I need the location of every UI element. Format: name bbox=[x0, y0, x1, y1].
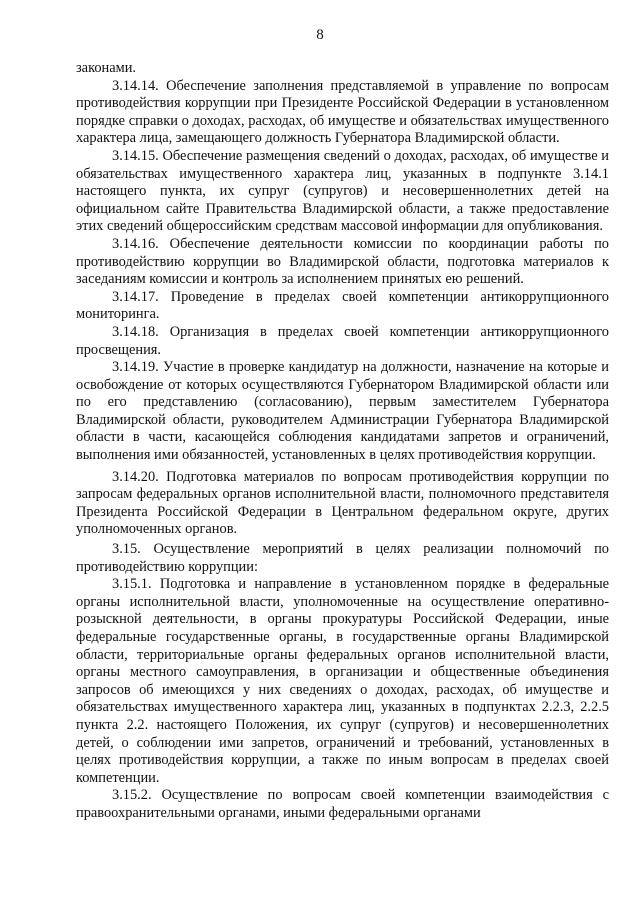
paragraph-3-14-14: 3.14.14. Обеспечение заполнения представляемой в управление по вопросам противодействия коррупции при Президенте Российской Федерации в установленном порядке справки о доходах, расходах, об имуществе и обязательствах имущественного характера лица, замещающего должность Губернатора Владимирской области. bbox=[76, 77, 609, 147]
paragraph-3-14-18: 3.14.18. Организация в пределах своей компетенции антикоррупционного просвещения. bbox=[76, 323, 609, 358]
paragraph-3-14-20: 3.14.20. Подготовка материалов по вопросам противодействия коррупции по запросам федеральных органов исполнительной власти, полномочного представителя Президента Российской Федерации в Центральном федеральном округе, других уполномоченных органов. bbox=[76, 468, 609, 538]
paragraph-3-14-17: 3.14.17. Проведение в пределах своей компетенции антикоррупционного мониторинга. bbox=[76, 288, 609, 323]
paragraph-3-15: 3.15. Осуществление мероприятий в целях реализации полномочий по противодействию коррупции: bbox=[76, 541, 609, 575]
paragraph-3-14-15: 3.14.15. Обеспечение размещения сведений о доходах, расходах, об имуществе и обязательствах имущественного характера лиц, указанных в подпункте 3.14.1 настоящего пункта, их супруг (супругов) и несовершеннолетних детей на официальном сайте Правительства Владимирской области, а также предоставление этих сведений общероссийским средствам массовой информации для опубликования. bbox=[76, 147, 609, 235]
document-body bbox=[76, 60, 609, 823]
page-number: 8 bbox=[316, 27, 324, 43]
paragraph-3-15-2: 3.15.2. Осуществление по вопросам своей компетенции взаимодействия с правоохранительными органами, иными федеральными органами bbox=[76, 787, 609, 821]
paragraph-3-14-16: 3.14.16. Обеспечение деятельности комиссии по координации работы по противодействию коррупции во Владимирской области, подготовка материалов к заседаниям комиссии и контроль за исполнением принятых ею решений. bbox=[76, 235, 609, 288]
paragraph-3-15-1: 3.15.1. Подготовка и направление в установленном порядке в федеральные органы исполнительной власти, уполномоченные на осуществление оперативно-розыскной деятельности, в органы прокуратуры Российской Федерации, иные федеральные государственные органы, в государственные органы Владимирской области, территориальные органы федеральных органов исполнительной власти, органы местного самоуправления, в организации и общественные объединения запросов об имеющихся у них сведениях о доходах, расходах, об имуществе и обязательствах имущественного характера лиц, указанных в подпунктах 2.2.3, 2.2.5 пункта 2.2. настоящего Положения, их супруг (супругов) и несовершеннолетних детей, о соблюдении ими запретов, ограничений и требований, установленных в целях противодействия коррупции, а также по иным вопросам в пределах своей компетенции. bbox=[76, 576, 609, 786]
paragraph-3-14-19: 3.14.19. Участие в проверке кандидатур на должности, назначение на которые и освобождение от которых осуществляются Губернатором Владимирской области или по его представлению (согласованию), первым заместителем Губернатора Владимирской области, руководителем Администрации Губернатора Владимирской области в части, касающейся соблюдения кандидатами запретов и ограничений, выполнения ими обязанностей, установленных в целях противодействия коррупции. bbox=[76, 359, 609, 464]
paragraph-continuation: законами. bbox=[76, 60, 137, 76]
